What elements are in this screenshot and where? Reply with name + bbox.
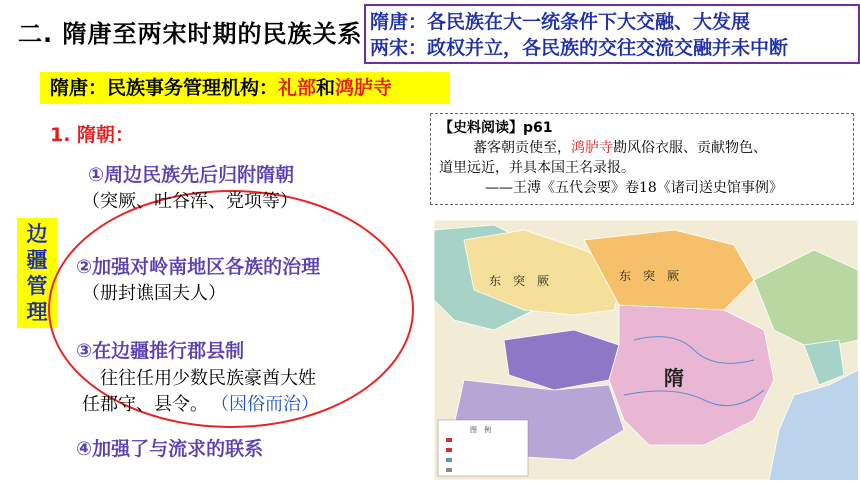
quote-title: 【史料阅读】p61: [439, 120, 553, 136]
side-label-char: 理: [26, 300, 48, 324]
side-label-char: 管: [26, 274, 48, 298]
point-2-note: （册封谯国夫人）: [82, 283, 226, 304]
sui-dynasty-map: [434, 220, 858, 480]
map-legend-swatch: [446, 468, 452, 472]
source-quote-box: [430, 113, 854, 205]
summary-line-song: 两宋：政权并立，各民族的交往交流交融并未中断: [370, 37, 789, 59]
map-legend-title: 图 例: [470, 426, 491, 434]
point-3: ③在边疆推行郡县制: [76, 340, 245, 362]
slide-title: 二. 隋唐至两宋时期的民族关系: [18, 20, 363, 48]
org-honglusi: 鸿胪寺: [335, 77, 393, 99]
management-conj: 和: [316, 77, 336, 99]
map-label-sui: 隋: [664, 366, 684, 390]
map-legend-swatch: [446, 448, 452, 452]
side-label-char: 边: [26, 222, 48, 246]
org-libu: 礼部: [278, 77, 317, 99]
side-label-char: 疆: [26, 248, 48, 272]
point-4: ④加强了与流求的联系: [76, 438, 264, 460]
point-2: ②加强对岭南地区各族的治理: [76, 256, 321, 278]
quote-line-2: 道里远近，并具本国王名录报。: [439, 160, 635, 176]
quote-line-1c: 勘风俗衣服、贡献物色、: [613, 140, 767, 156]
map-legend-swatch: [446, 458, 452, 462]
management-prefix: 隋唐：民族事务管理机构：: [50, 77, 279, 99]
quote-honglusi: 鸿胪寺: [571, 140, 613, 156]
summary-box: [364, 4, 860, 64]
quote-source: ——王溥《五代会要》卷18《诸司送史馆事例》: [485, 180, 783, 196]
map-label-east-turk-west: 东 突 厥: [489, 274, 550, 288]
point-3-note-a: 往往任用少数民族豪酋大姓: [100, 368, 316, 389]
point-1-note: （突厥、吐谷浑、党项等）: [82, 191, 298, 212]
point-3-note-c: （因俗而治）: [220, 394, 319, 415]
point-3-note-b-text: 任郡守、县令。: [82, 394, 208, 415]
management-institutions-bar: [40, 72, 450, 104]
map-legend-swatch: [446, 438, 452, 442]
map-label-east-turk-east: 东 突 厥: [619, 269, 680, 283]
point-3-note-b: [82, 390, 319, 416]
sui-heading: 1. 隋朝：: [50, 124, 135, 146]
quote-line-1: [439, 138, 845, 158]
summary-line-sui-tang: 隋唐：各民族在大一统条件下大交融、大发展: [370, 11, 751, 33]
point-1: ①周边民族先后归附隋朝: [88, 164, 295, 186]
quote-line-1a: 蕃客朝贡使至，: [473, 140, 571, 156]
